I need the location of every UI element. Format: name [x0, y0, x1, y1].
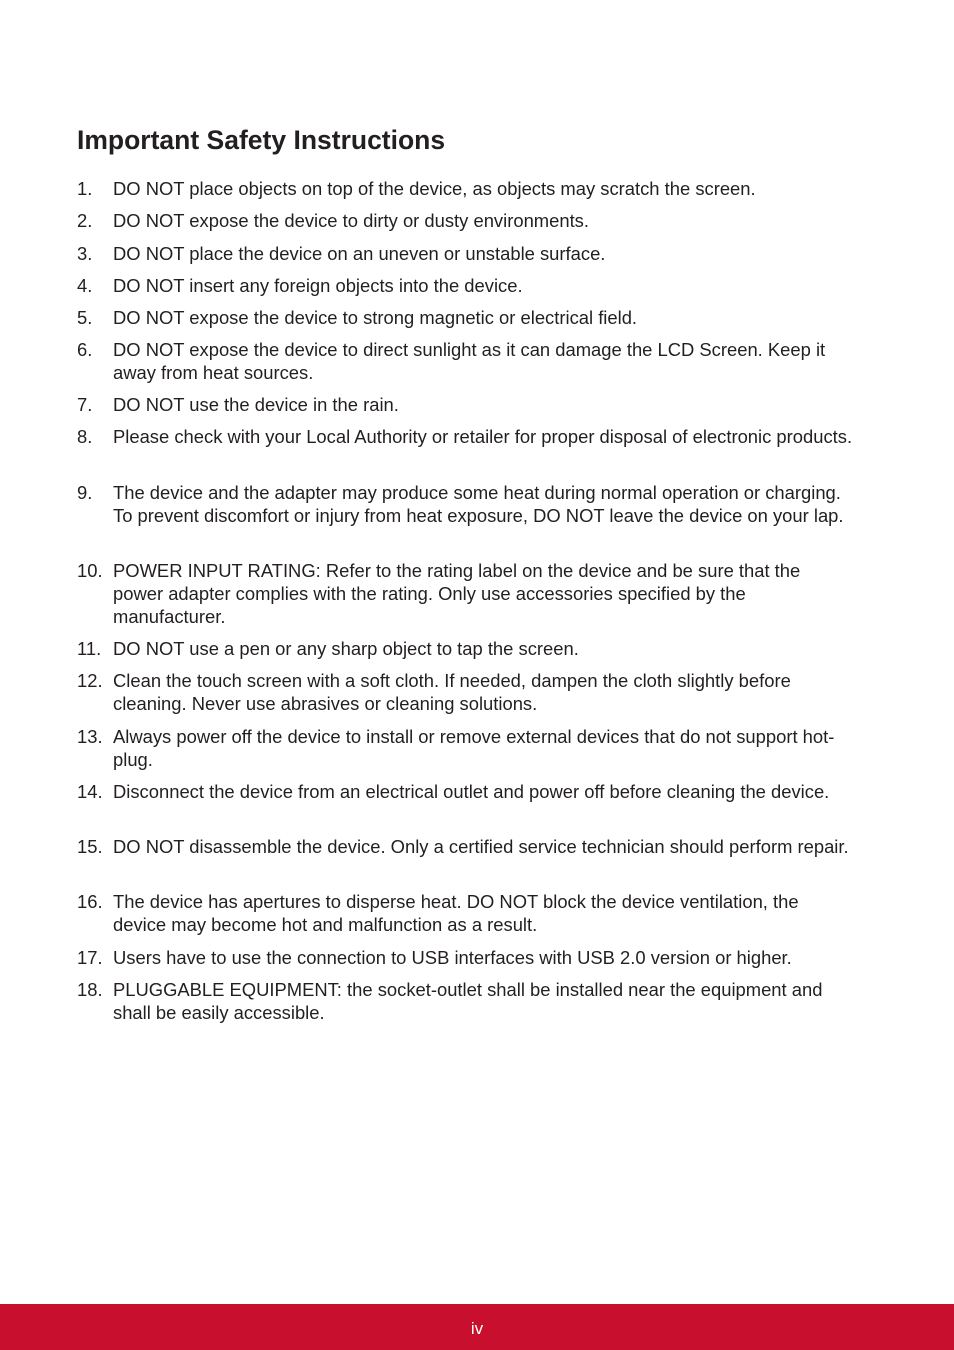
item-text: POWER INPUT RATING: Refer to the rating label on the device and be sure that the power adapter complies with the rating. Only use accessories specified by the manufacturer.: [113, 560, 801, 627]
list-item: [77, 338, 857, 384]
item-number: 15.: [77, 836, 103, 857]
item-number: 10.: [77, 560, 103, 581]
item-text: DO NOT place the device on an uneven or unstable surface.: [113, 243, 606, 264]
item-number: 16.: [77, 891, 103, 912]
list-item: [77, 242, 857, 265]
list-item: [77, 637, 857, 660]
item-text: DO NOT place objects on top of the device, as objects may scratch the screen.: [113, 178, 756, 199]
item-number: 12.: [77, 670, 103, 691]
item-text: The device has apertures to disperse heat. DO NOT block the device ventilation, the device may become hot and malfunction as a result.: [113, 891, 799, 935]
list-item: [77, 393, 857, 416]
item-text: Users have to use the connection to USB interfaces with USB 2.0 version or higher.: [113, 947, 792, 968]
list-item: [77, 725, 857, 771]
list-item: [77, 890, 857, 936]
item-number: 18.: [77, 979, 103, 1000]
item-text: DO NOT insert any foreign objects into the device.: [113, 275, 523, 296]
item-number: 3.: [77, 243, 93, 264]
item-number: 6.: [77, 339, 93, 360]
item-number: 17.: [77, 947, 103, 968]
list-item: [77, 306, 857, 329]
list-item: [77, 481, 857, 527]
list-item: [77, 559, 857, 628]
item-number: 13.: [77, 726, 103, 747]
list-item: [77, 835, 857, 858]
item-text: Clean the touch screen with a soft cloth. If needed, dampen the cloth slightly before cleaning. Never use abrasives or cleaning solutions.: [113, 670, 791, 714]
item-text: Disconnect the device from an electrical outlet and power off before cleaning the device.: [113, 781, 830, 802]
item-number: 4.: [77, 275, 93, 296]
item-text: DO NOT expose the device to strong magnetic or electrical field.: [113, 307, 638, 328]
page-title: Important Safety Instructions: [77, 125, 446, 155]
item-text: Please check with your Local Authority or retailer for proper disposal of electronic products.: [113, 426, 853, 447]
item-text: DO NOT use the device in the rain.: [113, 394, 399, 415]
list-item: [77, 669, 857, 715]
item-number: 2.: [77, 210, 93, 231]
list-item: [77, 780, 857, 803]
list-item: [77, 209, 857, 232]
list-item: [77, 274, 857, 297]
page-number: iv: [470, 1319, 484, 1338]
item-text: Always power off the device to install or remove external devices that do not support hot-plug.: [113, 726, 835, 770]
item-text: PLUGGABLE EQUIPMENT: the socket-outlet shall be installed near the equipment and shall be easily accessible.: [113, 979, 823, 1023]
item-text: DO NOT expose the device to dirty or dusty environments.: [113, 210, 589, 231]
item-number: 11.: [77, 638, 102, 659]
list-item: [77, 978, 857, 1024]
footer-bar: [0, 1304, 954, 1350]
item-number: 8.: [77, 426, 93, 447]
item-number: 9.: [77, 482, 93, 503]
item-number: 14.: [77, 781, 103, 802]
item-number: 5.: [77, 307, 93, 328]
list-item: [77, 177, 857, 200]
item-text: DO NOT disassemble the device. Only a certified service technician should perform repair.: [113, 836, 849, 857]
item-text: DO NOT use a pen or any sharp object to tap the screen.: [113, 638, 579, 659]
list-item: [77, 946, 857, 969]
item-number: 1.: [77, 178, 93, 199]
list-item: [77, 425, 857, 448]
item-text: DO NOT expose the device to direct sunlight as it can damage the LCD Screen. Keep it away from heat sources.: [113, 339, 826, 383]
item-text: The device and the adapter may produce some heat during normal operation or charging. To prevent discomfort or injury from heat exposure, DO NOT leave the device on your lap.: [113, 482, 844, 526]
item-number: 7.: [77, 394, 93, 415]
